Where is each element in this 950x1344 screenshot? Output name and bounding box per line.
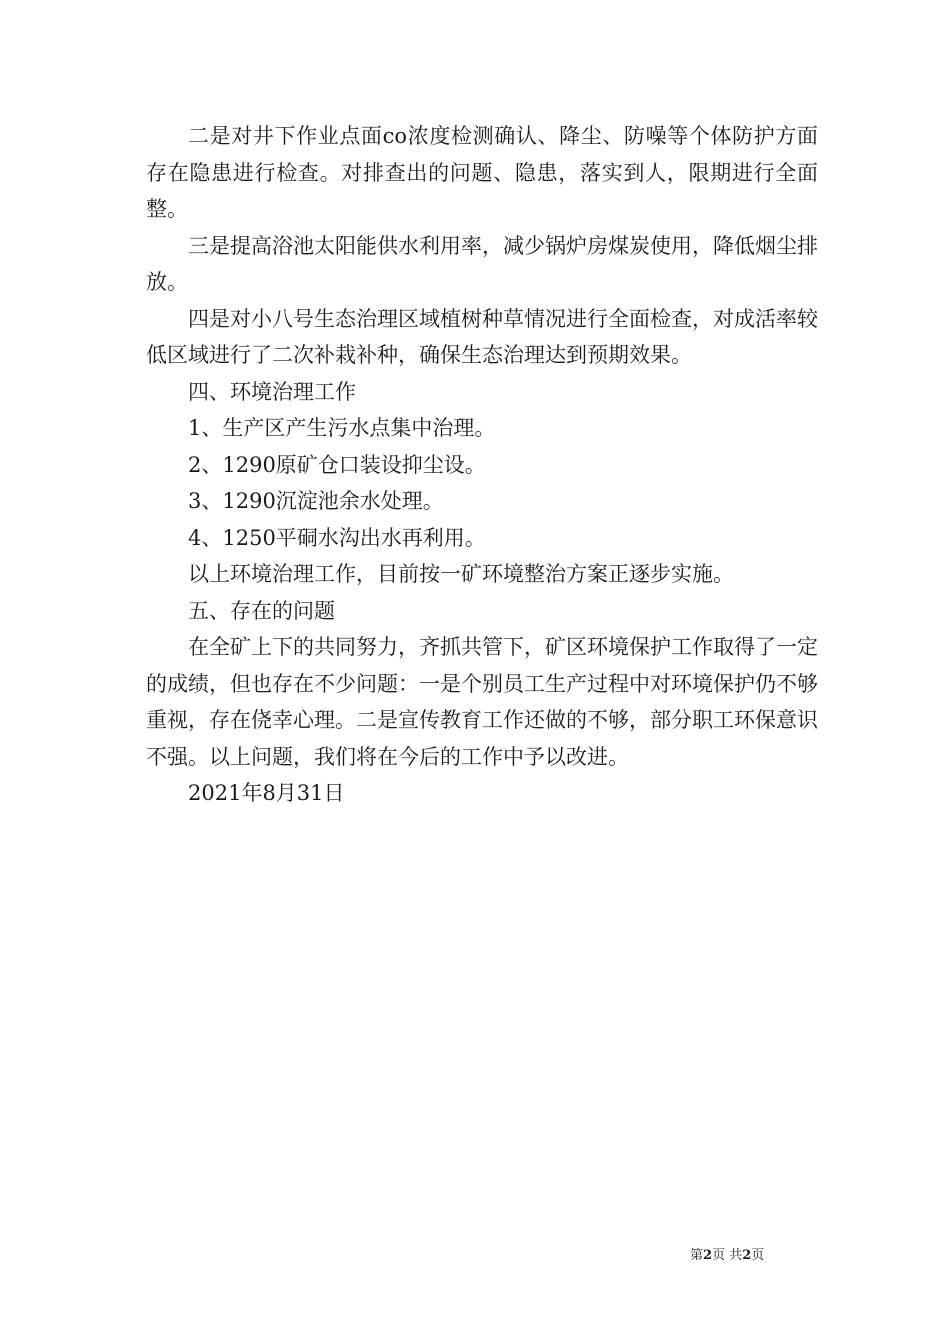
paragraph-measures-2: 二是对井下作业点面co浓度检测确认、降尘、防噪等个体防护方面存在隐患进行检查。对排查出的问题、隐患，落实到人，限期进行全面整。 [146,124,818,221]
footer-suffix: 页 [751,1248,765,1263]
section-heading-problems: 五、存在的问题 [188,598,335,623]
footer-total-pages: 2 [742,1248,752,1263]
paragraph-summary: 以上环境治理工作，目前按一矿环境整治方案正逐步实施。 [188,562,734,586]
paragraph-problems: 在全矿上下的共同努力，齐抓共管下，矿区环境保护工作取得了一定的成绩，但也存在不少问题：一是个别员工生产过程中对环境保护仍不够重视，存在侥幸心理。二是宣传教育工作还做的不够，部分职工环保意识不强。以上问题，我们将在今后的工作中予以改进。 [146,635,818,769]
list-item-1: 1、生产区产生污水点集中治理。 [188,416,496,440]
paragraph-measures-4: 四是对小八号生态治理区域植树种草情况进行全面检查，对成活率较低区域进行了二次补栽补种，确保生态治理达到预期效果。 [146,306,818,367]
document-body [146,118,818,812]
list-item-4: 4、1250平硐水沟出水再利用。 [188,525,486,550]
footer-prefix: 第 [690,1248,704,1263]
page-footer [690,1247,820,1265]
list-item-2: 2、1290原矿仓口装设抑尘设。 [188,452,486,477]
document-date: 2021年8月31日 [188,781,345,805]
section-heading-environment: 四、环境治理工作 [188,379,356,404]
footer-middle: 页 共 [712,1248,743,1263]
paragraph-measures-3: 三是提高浴池太阳能供水利用率，减少锅炉房煤炭使用，降低烟尘排放。 [146,233,818,294]
footer-page-number: 2 [703,1248,713,1263]
list-item-3: 3、1290沉淀池余水处理。 [188,489,444,513]
